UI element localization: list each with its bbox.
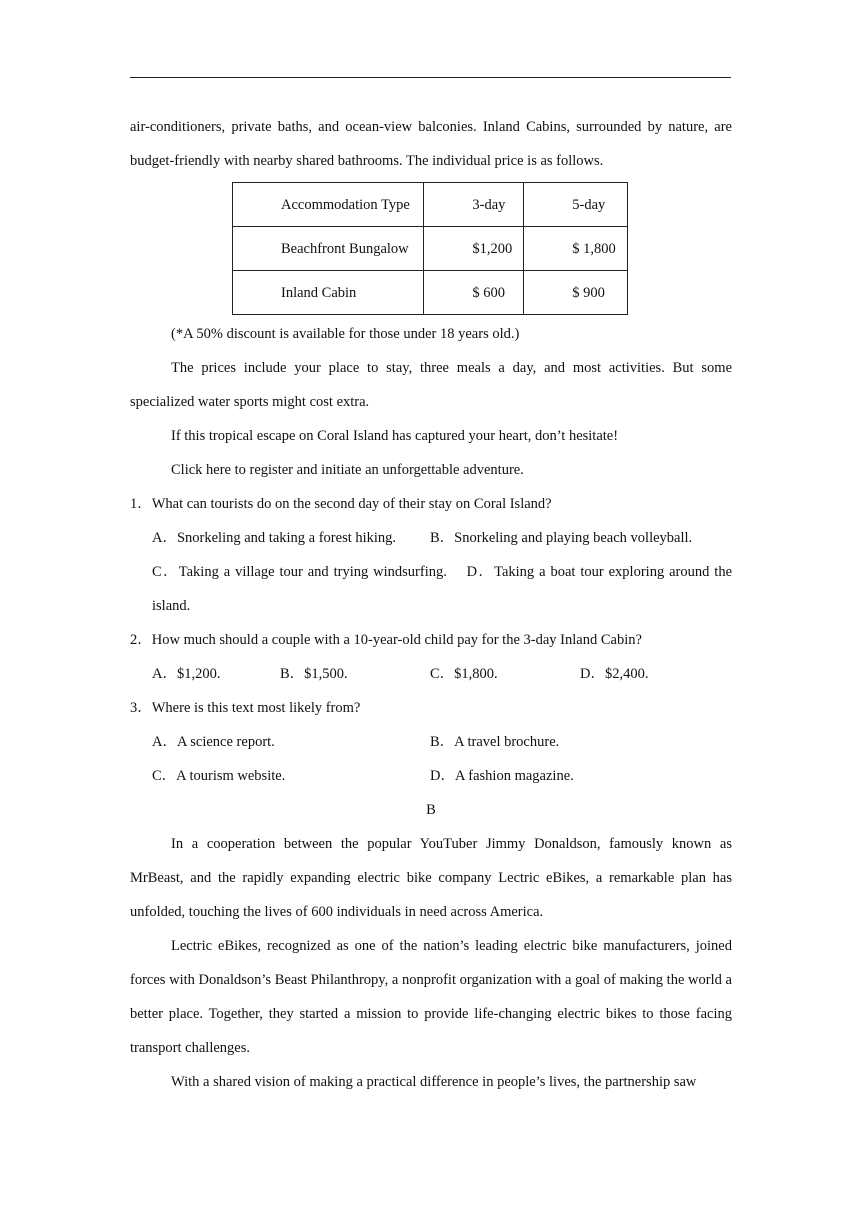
table-cell: $ 900 [524, 271, 628, 315]
option-b[interactable]: B．A travel brochure. [430, 734, 560, 750]
option-row [130, 521, 732, 555]
table-header-row [233, 183, 628, 227]
table-cell: Inland Cabin [233, 271, 424, 315]
option-d[interactable]: D．A fashion magazine. [430, 768, 574, 784]
option-row [130, 759, 732, 793]
header-rule [130, 77, 731, 78]
table-cell: $ 600 [424, 271, 524, 315]
option-row [130, 725, 732, 759]
question-stem: 2．How much should a couple with a 10-year-old child pay for the 3-day Inland Cabin? [130, 632, 642, 648]
table-cell: Beachfront Bungalow [233, 227, 424, 271]
question-stem: 1．What can tourists do on the second day of their stay on Coral Island? [130, 496, 552, 512]
option-c[interactable]: C．$1,800. [430, 666, 498, 682]
option-row [130, 555, 732, 623]
option-d[interactable]: D．$2,400. [580, 666, 649, 682]
option-c[interactable]: C．A tourism website. [152, 768, 286, 784]
option-b[interactable]: B．$1,500. [280, 666, 348, 682]
document-body [130, 110, 732, 1099]
question-stem: 3．Where is this text most likely from? [130, 700, 361, 716]
paragraph: If this tropical escape on Coral Island has captured your heart, don’t hesitate! [171, 428, 619, 444]
table-header-cell: 5-day [524, 183, 628, 227]
price-table [232, 182, 628, 315]
paragraph: In a cooperation between the popular YouTuber Jimmy Donaldson, famously known as MrBeast, and the rapidly expanding electric bike company Lectric eBikes, a remarkable plan has unfolded, touching the lives of 600 individuals in need across America. [130, 836, 732, 920]
table-row [233, 227, 628, 271]
table-cell: $1,200 [424, 227, 524, 271]
option-d[interactable]: D．Taking a boat tour exploring around the island. [152, 564, 733, 614]
section-heading: B [426, 802, 436, 818]
option-a[interactable]: A．A science report. [152, 734, 275, 750]
paragraph: Lectric eBikes, recognized as one of the nation’s leading electric bike manufacturers, joined forces with Donaldson’s Beast Philanthropy, a nonprofit organization with a goal of making the world a better place. Together, they started a mission to provide life-changing electric bikes to those facing transport challenges. [130, 938, 732, 1056]
intro-paragraph: air-conditioners, private baths, and ocean-view balconies. Inland Cabins, surrounded by nature, are budget-friendly with nearby shared bathrooms. The individual price is as follows. [130, 119, 732, 169]
option-a[interactable]: A．Snorkeling and taking a forest hiking. [152, 530, 397, 546]
paragraph: The prices include your place to stay, three meals a day, and most activities. But some specialized water sports might cost extra. [130, 360, 732, 410]
paragraph: Click here to register and initiate an unforgettable adventure. [171, 462, 524, 478]
paragraph: With a shared vision of making a practical difference in people’s lives, the partnership saw [171, 1074, 697, 1090]
option-b[interactable]: B．Snorkeling and playing beach volleyball. [430, 530, 693, 546]
table-cell: $ 1,800 [524, 227, 628, 271]
option-a[interactable]: A．$1,200. [152, 666, 221, 682]
table-header-cell: 3-day [424, 183, 524, 227]
option-c[interactable]: C．Taking a village tour and trying windsurfing. [152, 564, 447, 580]
table-header-cell: Accommodation Type [233, 183, 424, 227]
option-row [130, 657, 732, 691]
table-row [233, 271, 628, 315]
discount-note: (*A 50% discount is available for those under 18 years old.) [171, 326, 520, 342]
